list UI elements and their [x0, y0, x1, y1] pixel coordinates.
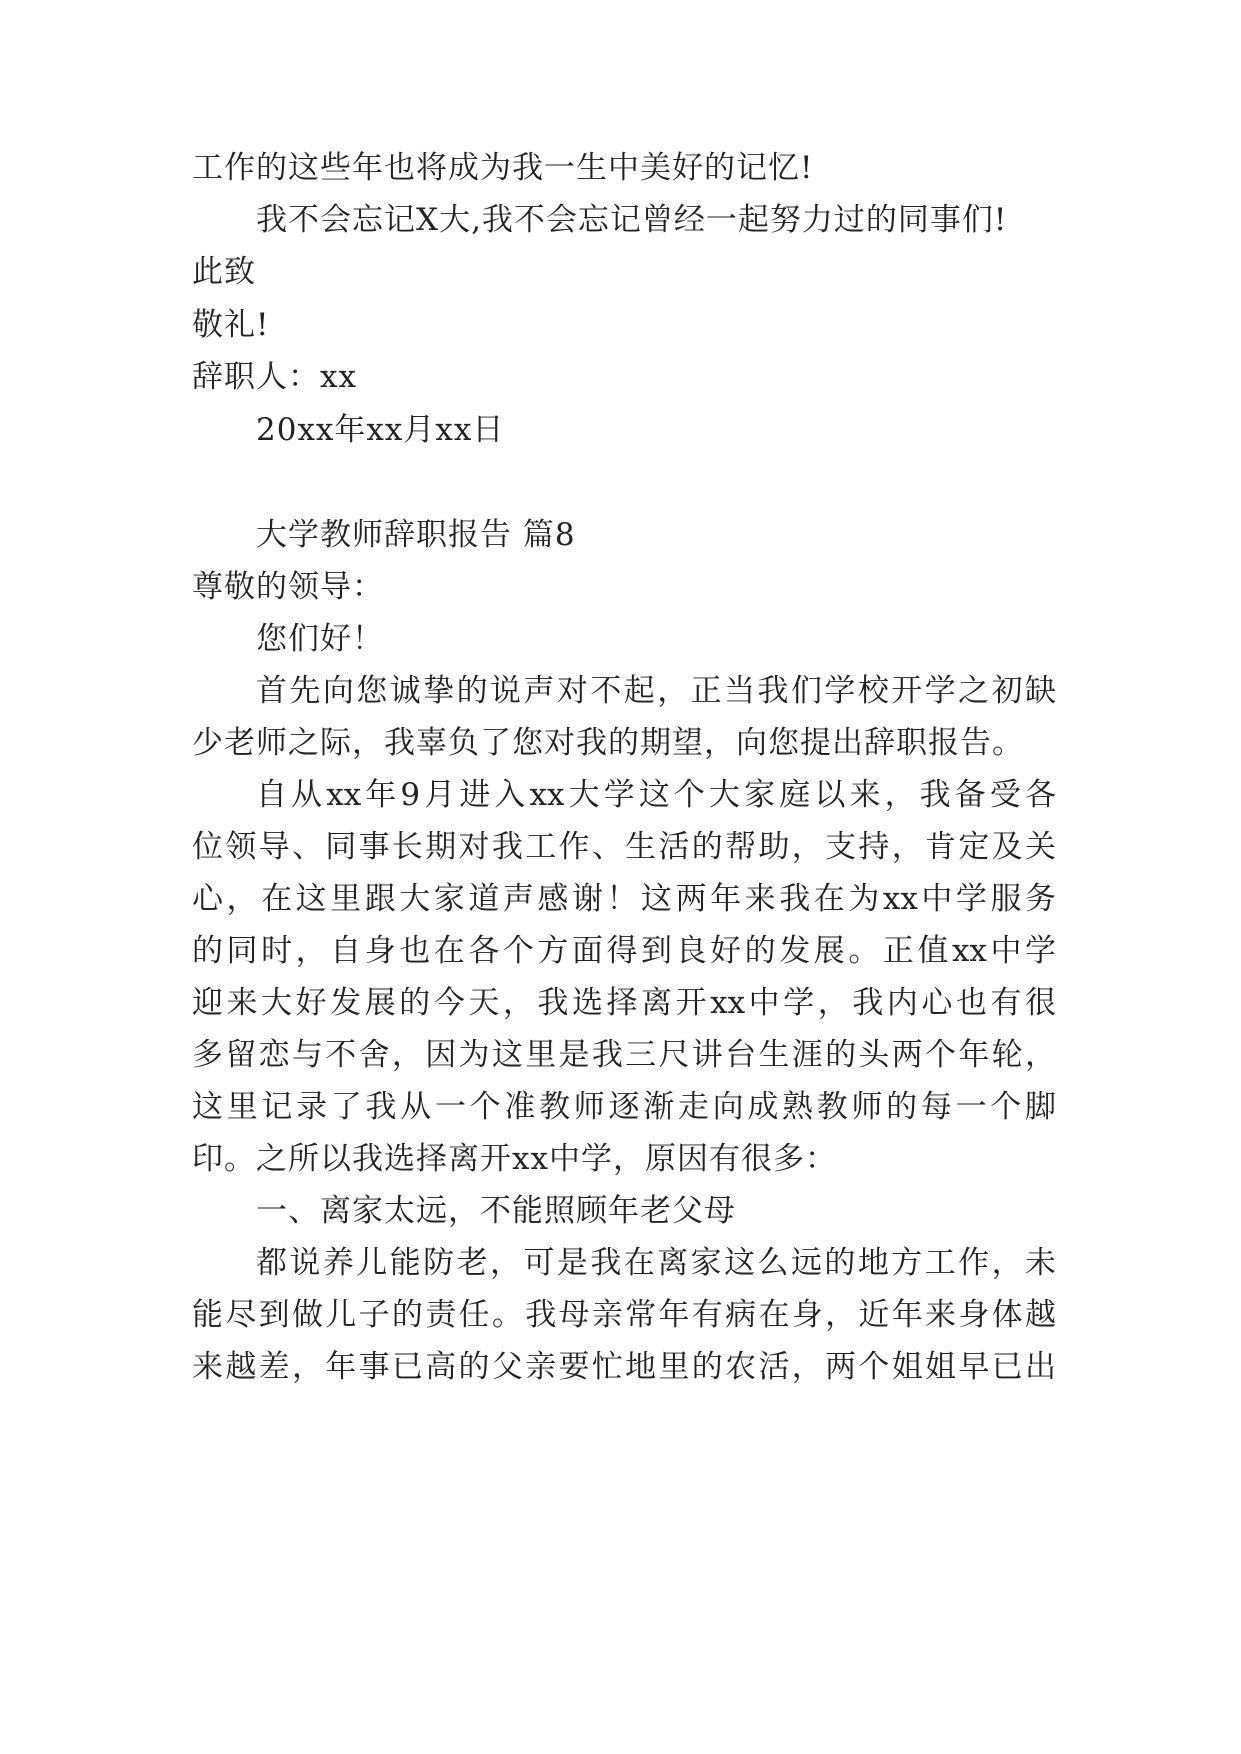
paragraph-line: 能尽到做儿子的责任。我母亲常年有病在身，近年来身体越 — [192, 1297, 1056, 1333]
signer-line: 辞职人：xx — [192, 359, 357, 395]
paragraph-line: 自从xx年9月进入xx大学这个大家庭以来，我备受各 — [256, 777, 1056, 813]
paragraph-line: 迎来大好发展的今天，我选择离开xx中学，我内心也有很 — [192, 985, 1056, 1021]
paragraph-line: 首先向您诚挚的说声对不起，正当我们学校开学之初缺 — [256, 673, 1056, 709]
body-text-line: 我不会忘记X大,我不会忘记曾经一起努力过的同事们! — [256, 202, 1008, 238]
paragraph-line: 来越差，年事已高的父亲要忙地里的农活，两个姐姐早已出 — [192, 1349, 1056, 1385]
reason-heading: 一、离家太远，不能照顾年老父母 — [256, 1193, 736, 1229]
greeting: 您们好！ — [256, 621, 384, 657]
paragraph-line: 少老师之际，我辜负了您对我的期望，向您提出辞职报告。 — [192, 725, 1024, 761]
closing-line: 敬礼! — [192, 307, 270, 343]
paragraph-line: 的同时，自身也在各个方面得到良好的发展。正值xx中学 — [192, 933, 1056, 969]
paragraph-line: 心，在这里跟大家道声感谢！这两年来我在为xx中学服务 — [192, 881, 1056, 917]
body-text-line: 工作的这些年也将成为我一生中美好的记忆! — [192, 150, 814, 186]
section-title: 大学教师辞职报告 篇8 — [256, 517, 576, 553]
salutation: 尊敬的领导： — [192, 569, 384, 605]
closing-line: 此致 — [192, 254, 256, 290]
date-line: 20xx年xx月xx日 — [256, 412, 505, 448]
paragraph-line: 多留恋与不舍，因为这里是我三尺讲台生涯的头两个年轮， — [192, 1037, 1056, 1073]
paragraph-line: 这里记录了我从一个准教师逐渐走向成熟教师的每一个脚 — [192, 1089, 1056, 1125]
paragraph-line: 都说养儿能防老，可是我在离家这么远的地方工作，未 — [256, 1245, 1056, 1281]
paragraph-line: 印。之所以我选择离开xx中学，原因有很多： — [192, 1141, 837, 1177]
paragraph-line: 位领导、同事长期对我工作、生活的帮助，支持，肯定及关 — [192, 829, 1056, 865]
